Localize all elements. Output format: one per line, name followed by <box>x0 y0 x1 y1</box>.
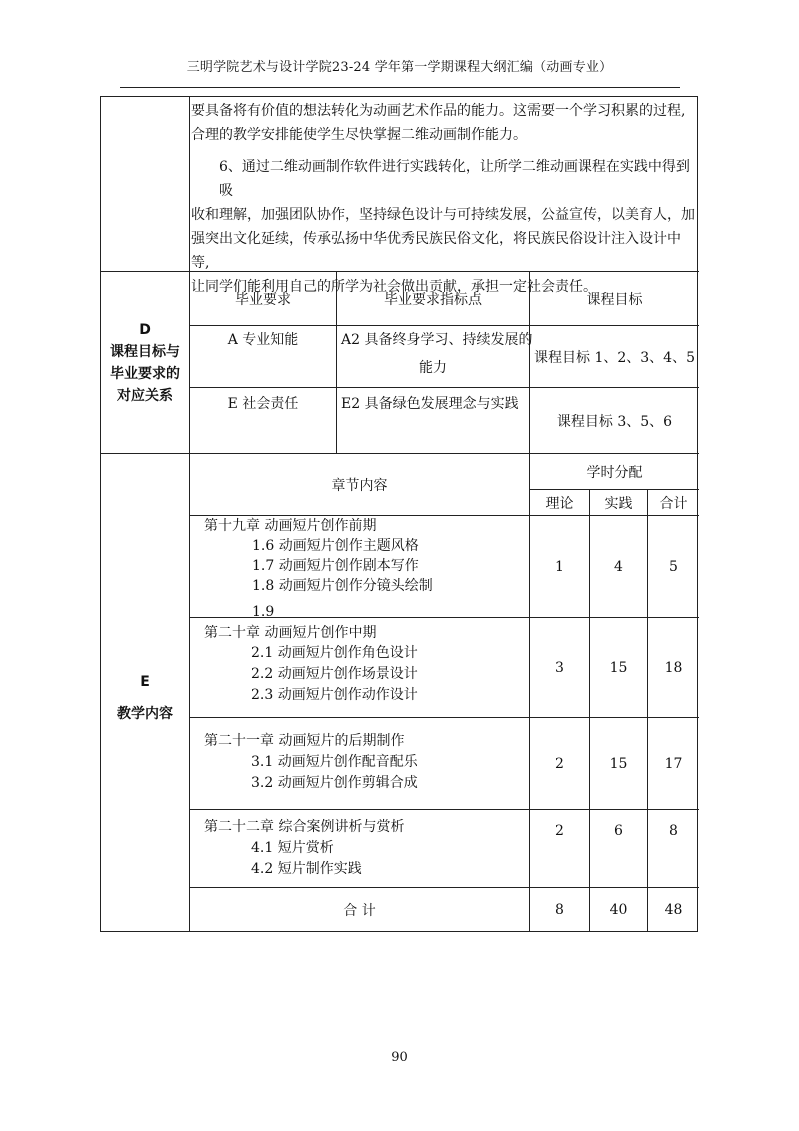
req-cell: A 专业知能 <box>227 332 299 348</box>
chapter-item: 4.1 短片赏析 <box>251 840 334 856</box>
chapter-title: 第二十二章 综合案例讲析与赏析 <box>204 819 405 835</box>
col-header-theory: 理论 <box>545 495 574 512</box>
section-d-label-line: 毕业要求的 <box>110 366 180 382</box>
chapter-title: 第十九章 动画短片创作前期 <box>204 518 377 534</box>
intro-line: 要具备将有价值的想法转化为动画艺术作品的能力。这需要一个学习积累的过程, <box>191 103 686 119</box>
total-cell: 17 <box>664 755 683 772</box>
chapter-item: 2.3 动画短片创作动作设计 <box>251 687 418 703</box>
col-header-total: 合计 <box>659 495 688 512</box>
total-cell: 8 <box>669 823 678 839</box>
intro-line: 强突出文化延续，传承弘扬中华优秀民族民俗文化，将民族民俗设计注入设计中等, <box>191 231 681 271</box>
syllabus-table <box>100 96 698 932</box>
page-number: 90 <box>391 1050 408 1065</box>
intro-line: 6、通过二维动画制作软件进行实践转化，让所学二维动画课程在实践中得到吸 <box>219 159 690 199</box>
point-cell-line: A2 具备终身学习、持续发展的 <box>341 332 533 348</box>
goal-cell: 课程目标 1、2、3、4、5 <box>534 349 695 366</box>
chapter-item: 1.9 <box>252 604 275 617</box>
total-cell: 5 <box>669 558 678 575</box>
header-divider <box>120 87 680 88</box>
theory-cell: 2 <box>555 755 564 772</box>
intro-line: 合理的教学安排能使学生尽快掌握二维动画制作能力。 <box>191 127 527 143</box>
practice-cell: 15 <box>609 755 628 772</box>
section-e-letter: E <box>140 674 150 690</box>
col-header-chapter: 章节内容 <box>331 477 388 494</box>
col-header-practice: 实践 <box>604 495 633 512</box>
section-e-label <box>101 671 189 725</box>
chapter-item: 3.2 动画短片创作剪辑合成 <box>251 775 418 791</box>
point-cell-line: 能力 <box>419 360 447 376</box>
chapter-item: 3.1 动画短片创作配音配乐 <box>251 754 418 770</box>
intro-line: 让同学们能利用自己的所学为社会做出贡献，承担一定社会责任。 <box>191 279 597 295</box>
req-cell: E 社会责任 <box>227 396 299 412</box>
section-d-label-line: 对应关系 <box>117 388 173 404</box>
section-d-letter: D <box>139 322 151 338</box>
intro-text <box>191 99 697 299</box>
practice-cell: 4 <box>614 558 623 575</box>
sum-label: 合 计 <box>343 902 376 919</box>
total-cell: 18 <box>664 659 683 676</box>
chapter-item: 1.7 动画短片创作剧本写作 <box>252 558 419 574</box>
intro-line: 收和理解，加强团队协作，坚持绿色设计与可持续发展，公益宣传，以美育人，加 <box>191 207 695 223</box>
point-cell-line: E2 具备绿色发展理念与实践 <box>341 396 519 412</box>
chapter-item: 4.2 短片制作实践 <box>251 861 362 877</box>
row-divider-d-row1 <box>189 387 699 388</box>
theory-cell: 2 <box>555 823 564 839</box>
sum-total: 48 <box>664 901 683 918</box>
col-header-req: 毕业要求 <box>235 291 291 308</box>
col-header-goal: 课程目标 <box>586 291 643 308</box>
page-header-title: 三明学院艺术与设计学院23-24 学年第一学期课程大纲汇编（动画专业） <box>186 60 613 75</box>
theory-cell: 3 <box>555 659 564 676</box>
chapter-item: 2.2 动画短片创作场景设计 <box>251 666 418 682</box>
practice-cell: 15 <box>609 659 628 676</box>
col-header-hours: 学时分配 <box>586 464 643 481</box>
chapter-item: 2.1 动画短片创作角色设计 <box>251 645 418 661</box>
chapter-cell <box>190 516 529 617</box>
section-d-label-line: 课程目标与 <box>110 344 180 360</box>
practice-cell: 6 <box>614 823 623 839</box>
sum-practice: 40 <box>609 901 628 918</box>
section-d-label <box>101 319 189 407</box>
theory-cell: 1 <box>555 558 564 575</box>
col-header-point: 毕业要求指标点 <box>384 291 482 308</box>
chapter-item: 1.6 动画短片创作主题风格 <box>252 538 419 554</box>
section-e-label-text: 教学内容 <box>117 706 173 722</box>
chapter-item: 1.8 动画短片创作分镜头绘制 <box>252 578 433 594</box>
sum-theory: 8 <box>555 901 564 918</box>
row-divider-ch21 <box>189 809 699 810</box>
chapter-title: 第二十章 动画短片创作中期 <box>204 625 377 641</box>
chapter-title: 第二十一章 动画短片的后期制作 <box>204 733 405 749</box>
goal-cell: 课程目标 3、5、6 <box>556 414 673 430</box>
